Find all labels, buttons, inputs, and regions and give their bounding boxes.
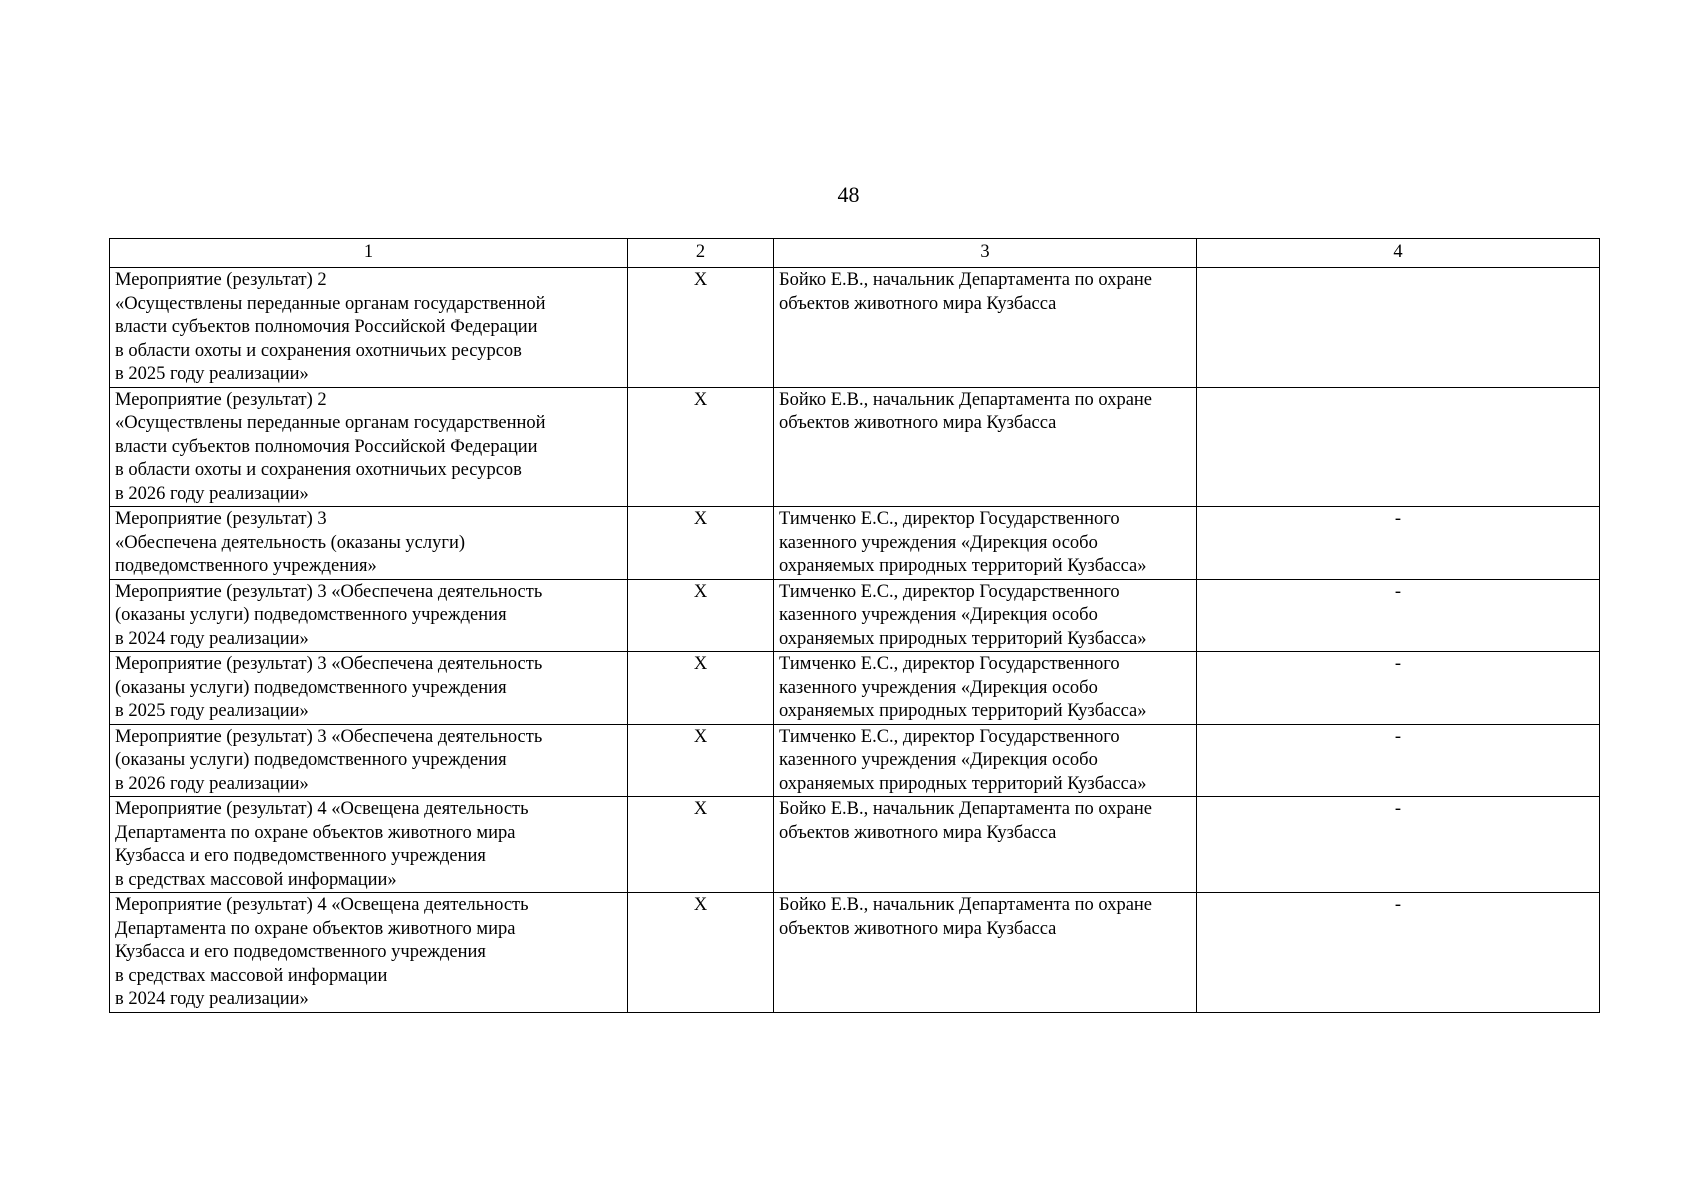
cell-event-result: [110, 797, 628, 893]
cell-text-line: Тимченко Е.С., директор Государственного: [779, 726, 1120, 747]
cell-text-line: охраняемых природных территорий Кузбасса»: [779, 556, 1147, 576]
cell-column-4: -: [1197, 797, 1600, 893]
cell-text-line: в 2025 году реализации»: [115, 364, 309, 384]
cell-text-line: (оказаны услуги) подведомственного учреждения: [115, 750, 507, 770]
cell-mark: Х: [628, 507, 774, 580]
cell-text-line: Мероприятие (результат) 3: [115, 509, 327, 529]
cell-event-result: [110, 268, 628, 388]
cell-text-line: Мероприятие (результат) 3 «Обеспечена деятельность: [115, 581, 543, 602]
cell-mark: Х: [628, 268, 774, 388]
cell-column-4: -: [1197, 579, 1600, 652]
cell-column-4: -: [1197, 652, 1600, 725]
cell-text-line: казенного учреждения «Дирекция особо: [779, 750, 1098, 770]
column-header-1: 1: [110, 239, 628, 268]
cell-text-line: казенного учреждения «Дирекция особо: [779, 532, 1098, 553]
cell-text-line: Мероприятие (результат) 4 «Освещена деятельность: [115, 799, 529, 819]
cell-text-line: Мероприятие (результат) 4 «Освещена деятельность: [115, 895, 529, 915]
cell-text-line: власти субъектов полномочия Российской Федерации: [115, 436, 538, 457]
cell-text-line: объектов животного мира Кузбасса: [779, 413, 1057, 433]
table-row: [110, 652, 1600, 725]
cell-text-line: «Осуществлены переданные органам государственной: [115, 413, 546, 433]
page-number: 48: [837, 182, 860, 207]
cell-text-line: Мероприятие (результат) 2: [115, 389, 327, 410]
table-row: [110, 724, 1600, 797]
cell-text-line: Мероприятие (результат) 2: [115, 270, 327, 290]
cell-text-line: Кузбасса и его подведомственного учреждения: [115, 846, 486, 866]
cell-text-line: «Осуществлены переданные органам государственной: [115, 293, 546, 314]
cell-text-line: Бойко Е.В., начальник Департамента по охране: [779, 270, 1153, 290]
column-header-4: 4: [1197, 239, 1600, 268]
cell-text-line: Департамента по охране объектов животного мира: [115, 822, 516, 843]
cell-responsible: [774, 387, 1197, 507]
cell-text-line: подведомственного учреждения»: [115, 556, 377, 576]
cell-text-line: «Обеспечена деятельность (оказаны услуги): [115, 532, 466, 553]
table-row: [110, 507, 1600, 580]
table-row: [110, 797, 1600, 893]
table-row: [110, 268, 1600, 388]
cell-text-line: Департамента по охране объектов животного мира: [115, 918, 516, 939]
cell-text-line: Бойко Е.В., начальник Департамента по охране: [779, 389, 1153, 410]
table-header-row: [110, 239, 1600, 268]
cell-column-4: -: [1197, 507, 1600, 580]
cell-text-line: в средствах массовой информации: [115, 965, 388, 986]
cell-responsible: [774, 893, 1197, 1013]
cell-event-result: [110, 724, 628, 797]
cell-text-line: в 2026 году реализации»: [115, 773, 309, 794]
cell-event-result: [110, 507, 628, 580]
cell-column-4: -: [1197, 724, 1600, 797]
cell-text-line: Тимченко Е.С., директор Государственного: [779, 654, 1120, 674]
cell-text-line: в 2025 году реализации»: [115, 701, 309, 721]
cell-text-line: Мероприятие (результат) 3 «Обеспечена деятельность: [115, 726, 543, 747]
cell-responsible: [774, 507, 1197, 580]
cell-text-line: Бойко Е.В., начальник Департамента по охране: [779, 799, 1153, 819]
cell-event-result: [110, 893, 628, 1013]
cell-responsible: [774, 724, 1197, 797]
cell-text-line: в средствах массовой информации»: [115, 869, 397, 890]
column-header-3: 3: [774, 239, 1197, 268]
cell-event-result: [110, 579, 628, 652]
cell-text-line: охраняемых природных территорий Кузбасса»: [779, 628, 1147, 649]
cell-text-line: объектов животного мира Кузбасса: [779, 918, 1057, 939]
cell-text-line: Тимченко Е.С., директор Государственного: [779, 509, 1120, 529]
cell-text-line: (оказаны услуги) подведомственного учреждения: [115, 605, 507, 625]
cell-responsible: [774, 579, 1197, 652]
document-table: [109, 238, 1600, 1013]
cell-mark: Х: [628, 893, 774, 1013]
cell-text-line: в 2026 году реализации»: [115, 483, 309, 504]
cell-text-line: казенного учреждения «Дирекция особо: [779, 677, 1098, 698]
cell-mark: Х: [628, 579, 774, 652]
cell-text-line: в 2024 году реализации»: [115, 628, 309, 649]
table-row: [110, 579, 1600, 652]
cell-text-line: объектов животного мира Кузбасса: [779, 293, 1057, 314]
cell-text-line: охраняемых природных территорий Кузбасса»: [779, 773, 1147, 794]
cell-text-line: Мероприятие (результат) 3 «Обеспечена деятельность: [115, 654, 543, 674]
cell-mark: Х: [628, 652, 774, 725]
column-header-2: 2: [628, 239, 774, 268]
cell-mark: Х: [628, 797, 774, 893]
cell-responsible: [774, 268, 1197, 388]
cell-text-line: Тимченко Е.С., директор Государственного: [779, 581, 1120, 602]
cell-event-result: [110, 652, 628, 725]
cell-text-line: объектов животного мира Кузбасса: [779, 822, 1057, 843]
table-row: [110, 387, 1600, 507]
cell-text-line: Кузбасса и его подведомственного учреждения: [115, 942, 486, 962]
cell-text-line: казенного учреждения «Дирекция особо: [779, 605, 1098, 625]
cell-event-result: [110, 387, 628, 507]
cell-text-line: в области охоты и сохранения охотничьих ресурсов: [115, 340, 522, 361]
cell-text-line: охраняемых природных территорий Кузбасса»: [779, 701, 1147, 721]
cell-column-4: [1197, 387, 1600, 507]
cell-text-line: власти субъектов полномочия Российской Федерации: [115, 317, 538, 337]
cell-text-line: в области охоты и сохранения охотничьих ресурсов: [115, 460, 522, 480]
table-body: [110, 268, 1600, 1013]
cell-column-4: -: [1197, 893, 1600, 1013]
cell-text-line: (оказаны услуги) подведомственного учреждения: [115, 677, 507, 698]
cell-text-line: Бойко Е.В., начальник Департамента по охране: [779, 895, 1153, 915]
cell-responsible: [774, 652, 1197, 725]
table-row: [110, 893, 1600, 1013]
cell-mark: Х: [628, 724, 774, 797]
cell-column-4: [1197, 268, 1600, 388]
cell-responsible: [774, 797, 1197, 893]
cell-mark: Х: [628, 387, 774, 507]
cell-text-line: в 2024 году реализации»: [115, 989, 309, 1009]
